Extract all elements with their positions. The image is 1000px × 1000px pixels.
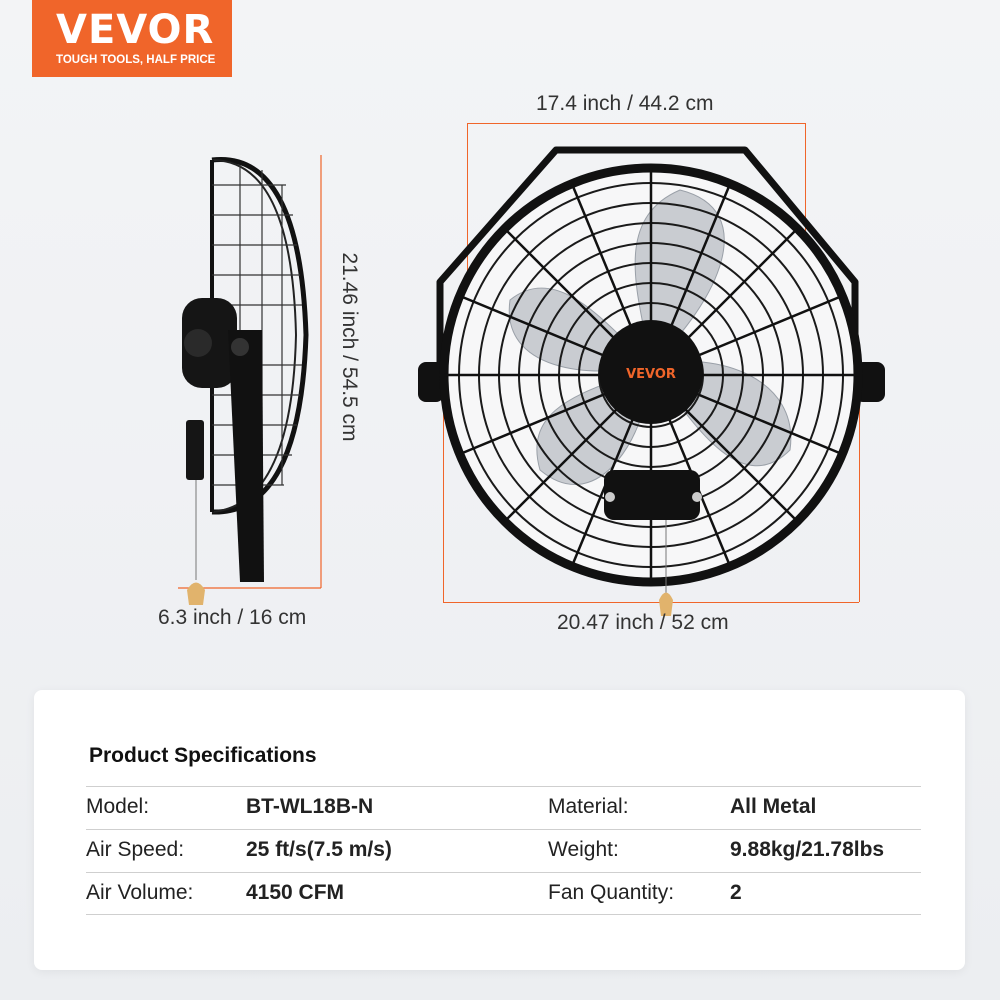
brand-name: VEVOR — [56, 7, 215, 53]
spec-label: Air Speed: — [86, 838, 185, 861]
bottom-width-dimension: 20.47 inch / 52 cm — [557, 611, 729, 634]
spec-row — [86, 786, 921, 829]
spec-label: Air Volume: — [86, 881, 194, 904]
bottom-width-guide-line — [443, 602, 859, 603]
top-width-dimension: 17.4 inch / 44.2 cm — [536, 92, 714, 115]
spec-label: Model: — [86, 795, 150, 818]
spec-value: 9.88kg/21.78lbs — [730, 838, 885, 861]
spec-label: Fan Quantity: — [548, 881, 675, 904]
spec-label: Material: — [548, 795, 629, 818]
top-width-guide-line — [467, 123, 805, 124]
depth-dimension: 6.3 inch / 16 cm — [158, 606, 307, 629]
spec-value: 25 ft/s(7.5 m/s) — [246, 838, 392, 861]
height-dimension: 21.46 inch / 54.5 cm — [338, 252, 361, 442]
fan-front-view — [418, 150, 885, 616]
spec-value: BT-WL18B-N — [246, 795, 374, 818]
specifications-panel — [34, 690, 965, 970]
spec-value: 4150 CFM — [246, 881, 345, 904]
specifications-title: Product Specifications — [89, 744, 317, 767]
spec-value: All Metal — [730, 795, 817, 818]
spec-row — [86, 829, 921, 872]
hub-logo: VEVOR — [626, 367, 676, 382]
spec-row — [86, 872, 921, 915]
fan-side-view — [182, 159, 306, 605]
brand-tagline: TOUGH TOOLS, HALF PRICE — [56, 54, 216, 66]
spec-value: 2 — [730, 881, 742, 904]
spec-label: Weight: — [548, 838, 619, 861]
